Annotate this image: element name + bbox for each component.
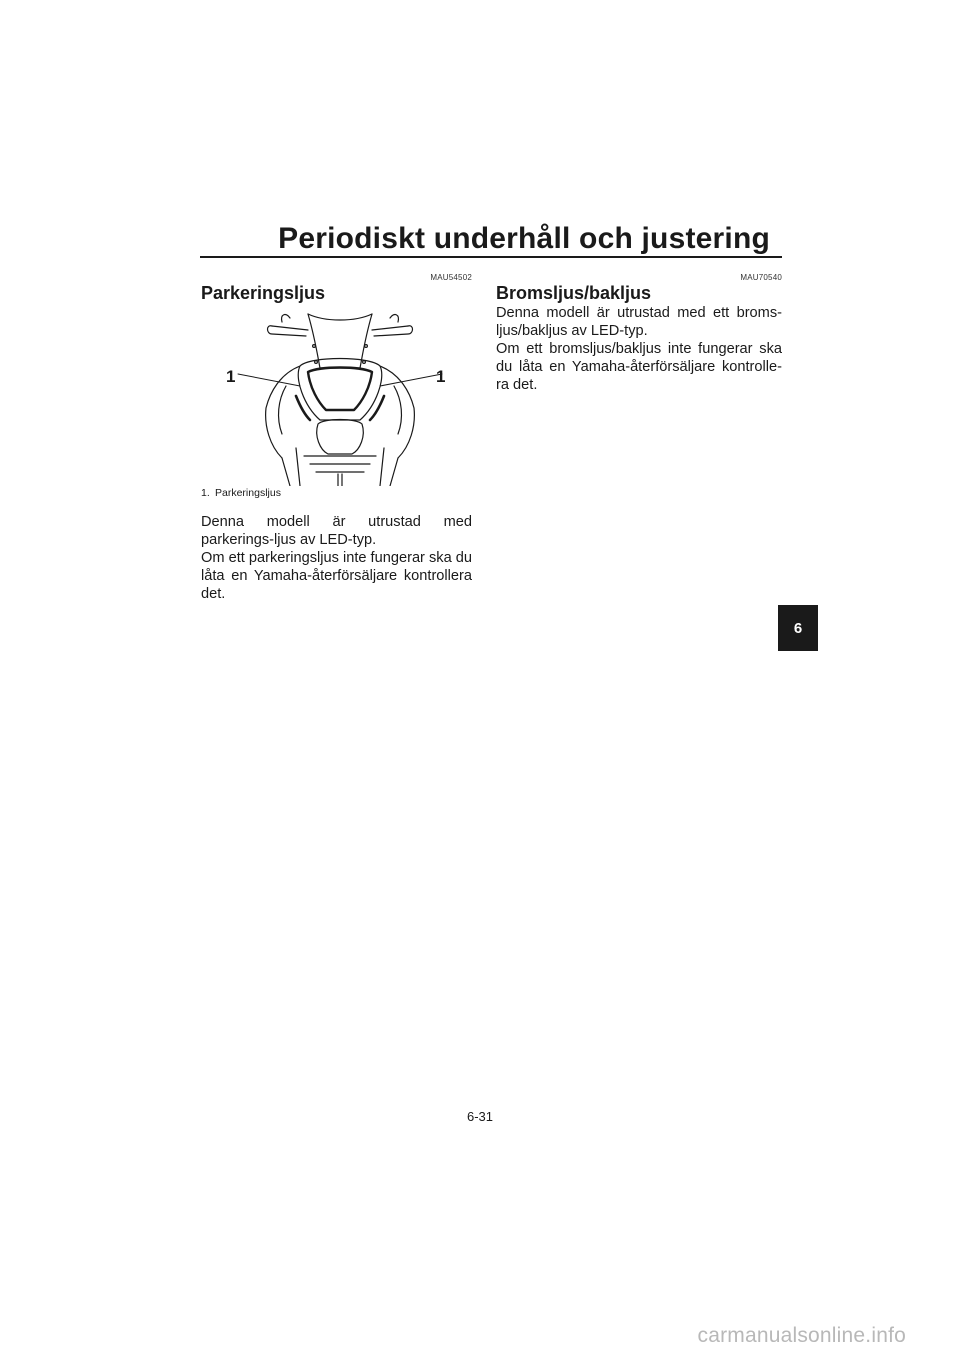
paragraph: Om ett bromsljus/bakljus inte fungerar ska du låta en Yamaha-återförsäljare kontrolle-ra det.	[496, 341, 782, 393]
caption-label: Parkeringsljus	[215, 487, 281, 499]
motorcycle-front-illustration	[220, 308, 460, 486]
brake-light-description	[496, 304, 782, 394]
watermark: carmanualsonline.info	[697, 1324, 906, 1347]
section-heading-parking-light: Parkeringsljus	[201, 283, 326, 303]
callout-label-left: 1	[226, 367, 236, 386]
paragraph: Denna modell är utrustad med ett broms-ljus/bakljus av LED-typ.	[496, 305, 782, 339]
chapter-tab: 6	[778, 605, 818, 651]
page-number: 6-31	[466, 1109, 494, 1124]
figure-caption	[201, 487, 281, 499]
callout-label-right: 1	[436, 367, 446, 386]
parking-light-description	[201, 513, 472, 603]
section-heading-brake-tail-light: Bromsljus/bakljus	[496, 283, 652, 303]
section-ref-code: MAU54502	[430, 273, 472, 282]
page-title: Periodiskt underhåll och justering	[278, 222, 770, 255]
section-ref-code: MAU70540	[740, 273, 782, 282]
paragraph: Om ett parkeringsljus inte fungerar ska du låta en Yamaha-återförsäljare kontrollera det.	[201, 550, 472, 602]
paragraph: Denna modell är utrustad med parkerings-ljus av LED-typ.	[201, 514, 472, 548]
caption-number: 1.	[201, 487, 210, 499]
title-divider	[200, 256, 782, 258]
